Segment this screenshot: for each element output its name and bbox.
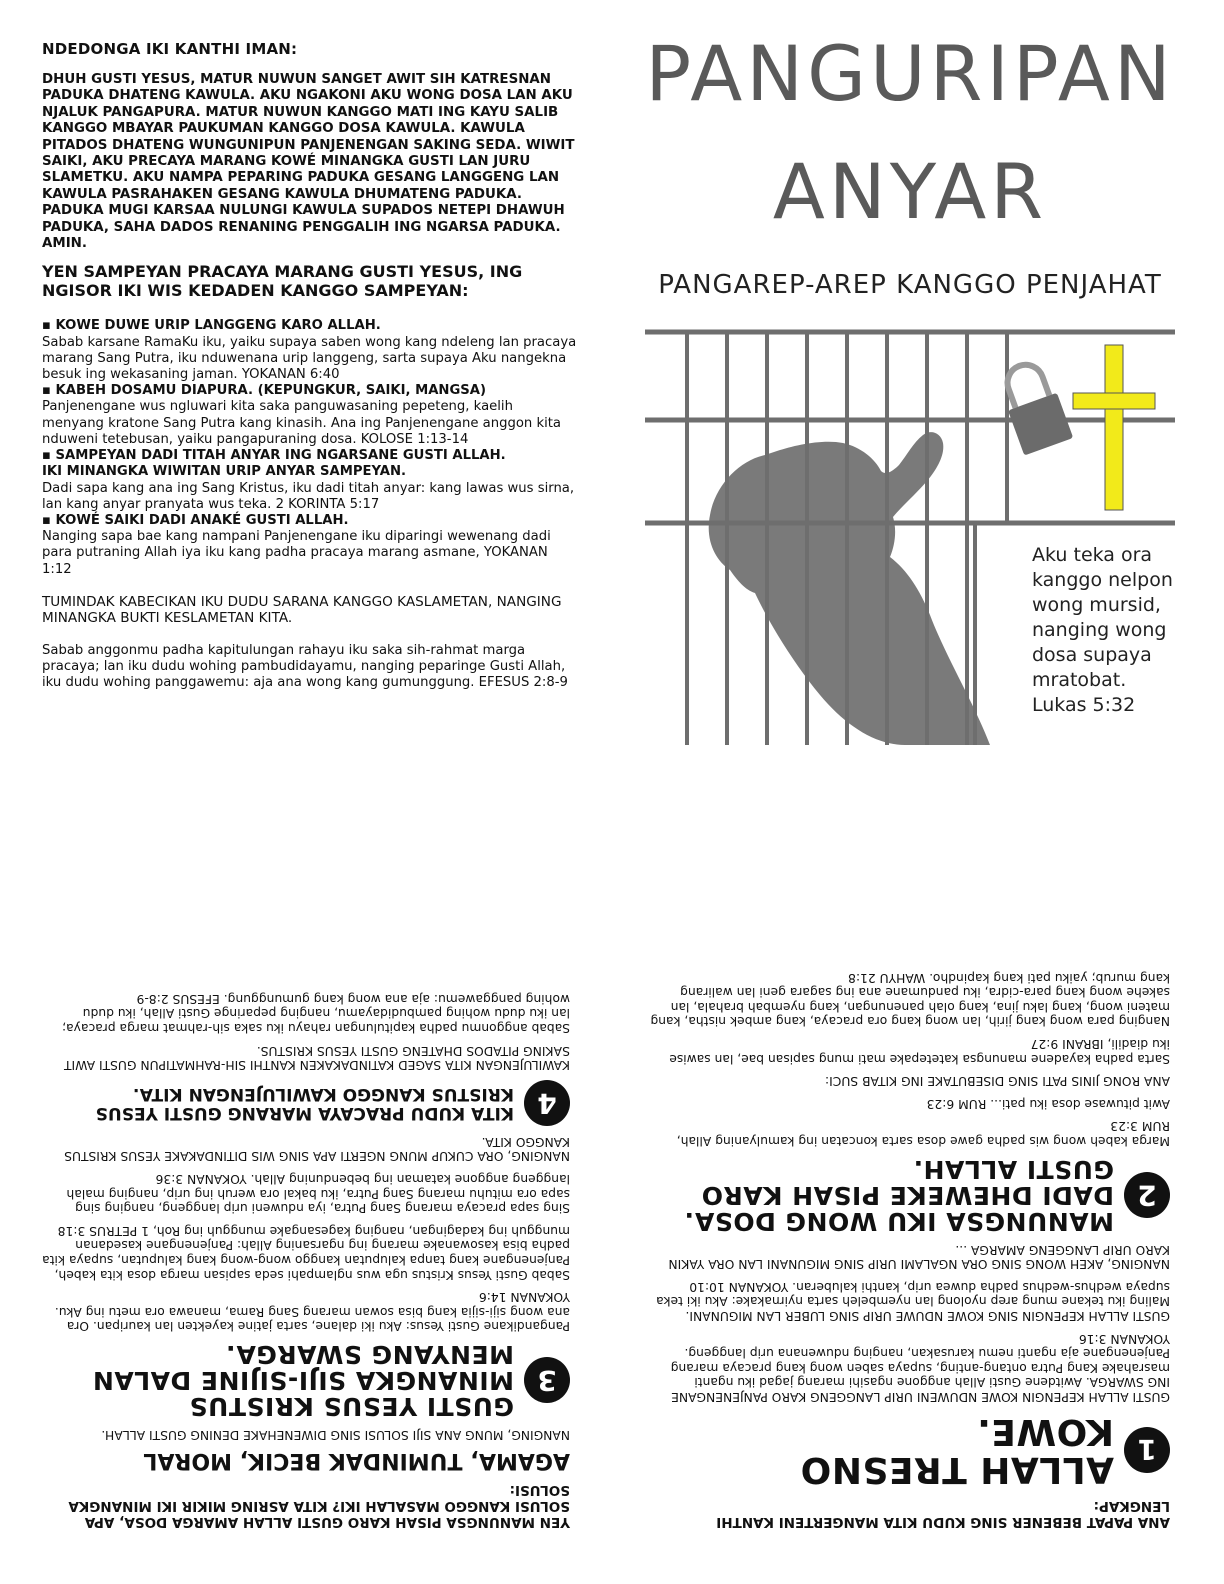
prayer-heading: NDEDONGA IKI KANTHI IMAN:: [42, 40, 298, 58]
section-2-header: [650, 1155, 1170, 1237]
prayer-panel: [42, 40, 578, 691]
section-3-header: [42, 1340, 570, 1422]
section-2-text-2: Awit pituwase dosa iku pati... RUM 6:23: [926, 1096, 1170, 1111]
section-3-text-1: Pangandikane Gusti Yesus: Aku iki dalane, sarta jatine kayekten lan kauripan. Ora ana wong siji-sijia kang bisa sowan marang Sang Rama, manawa ora metu ing Aku. YOKANAN 14:6: [54, 1290, 570, 1334]
section-2-text-3: Sarta padha kayadene manungsa katetepake mati mung sapisan bae, lan sawise iku diadili, IBRANI 9:27: [669, 1037, 1170, 1066]
false-solution-note: NANGING, MUNG ANA SIJI SOLUSI SING DIWENEHAKE DENING GUSTI ALLAH.: [101, 1428, 570, 1442]
section-1-title: ALLAH TRESNO KOWE.: [800, 1411, 1114, 1490]
point-3-subheading: IKI MINANGKA WIWITAN URIP ANYAR SAMPEYAN.: [42, 464, 407, 480]
prisoner-silhouette-icon: [709, 432, 990, 745]
false-solution: AGAMA, TUMINDAK BECIK, MORAL: [143, 1448, 570, 1473]
section-1-note: NANGING, AKEH WONG SING ORA NGALAMI URIP SING MIGUNANI LAN ORA YAKIN KARO URIP LANGGENG AMARGA ...: [668, 1242, 1170, 1272]
point-1-heading: ▪ KOWE DUWE URIP LANGGENG KARO ALLAH.: [42, 318, 381, 334]
section-number-3: 3: [524, 1357, 570, 1403]
section-1-header: [650, 1412, 1170, 1488]
section-4-header: [42, 1080, 570, 1126]
section-number-4: 4: [524, 1080, 570, 1126]
title-line-2: ANYAR: [772, 147, 1048, 236]
point-1-text: Sabab karsane RamaKu iku, yaiku supaya saben wong kang ndeleng lan pracaya marang Sang Putra, iku nduwenana urip langgeng, sarta supaya Aku nangekna besuk ing wekasaning jaman. YOKANAN 6:40: [42, 334, 577, 383]
section-4-title: KITA KUDU PRACAYA MARANG GUSTI YESUS KRISTUS KANGGO KAWILUJENGAN KITA.: [95, 1084, 514, 1124]
truths-panel-1-2: [650, 840, 1170, 1530]
section-2-text-1: Marga kabeh wong wis padha gawe dosa sarta koncatan ing kamulyaning Allah, RUM 3:23: [676, 1119, 1170, 1149]
section-3-text-2: Sabab Gusti Yesus Kristus uga wus nglampahi seda sapisan marga dosa kita kabeh, Panjenengane kang tanpa kaluputan kanggo wong-wong kang kaluputan, supaya kita padha bisa kasowanake marang ing ngarsaning Allah: Panjenengane kasedanan mungguh ing kadagingan, nanging kagesangake mungguh ing Roh, 1 PETRUS 3:18: [42, 1223, 570, 1282]
section-2-caps: ANA RONG JINIS PATI SING DISEBUTAKE ING KITAB SUCI:: [824, 1074, 1170, 1089]
point-2-heading: ▪ KABEH DOSAMU DIAPURA. (KEPUNGKUR, SAIKI, MANGSA): [42, 383, 487, 399]
section-3-title: GUSTI YESUS KRISTUS MINANGKA SIJI-SIJINE DALAN MENYANG SWARGA.: [92, 1340, 514, 1422]
section-1-text-1: GUSTI ALLAH KEPENGIN KOWE NDUWENI URIP LANGGENG KARO PANJENENGANE ING SWARGA. Awitdene Gusti Allah anggone ngasihi marang jagad iku nganti masrahake Kang Putra ontang-anting, supaya saben wong kang pracaya marang Panjenengane aja nganti nemu karusakan, nanging nduwenana urip langgeng. YOKANAN 3:16: [670, 1331, 1170, 1404]
cross-icon: [1073, 345, 1155, 510]
section-4-caps: KAWILUJENGAN KITA SAGED KATINDAKAKEN KANTHI SIH-RAHMATIPUN GUSTI AWIT SAKING PITADOS DHATENG GUSTI YESUS KRISTUS.: [64, 1043, 570, 1073]
section-1-text-2: GUSTI ALLAH KEPENGIN SING KOWE NDUWE URIP SING LUBER LAN MIGUNANI. Maling iku tekane mung arep nyolong lan nyembeleh sarta nyirnakake: Aku iki teka supaya wedhus-wedhus padha duwea urip, kanthi kaluberan. YOKANAN 10:10: [656, 1279, 1170, 1324]
subtitle: PANGAREP-AREP KANGGO PENJAHAT: [658, 270, 1162, 300]
section-2-title: MANUNGSA IKU WONG DOSA. DADI DHEWEKE PISAH KARO GUSTI ALLAH.: [684, 1155, 1114, 1237]
point-3-text: Dadi sapa kang ana ing Sang Kristus, iku dadi titah anyar: kang lawas wus sirna, lan kang anyar pranyata wus teka. 2 KORINTA 5:17: [42, 480, 575, 512]
verse-text: Aku teka ora kanggo nelpon wong mursid, nanging wong dosa supaya mratobat. Lukas 5:32: [1032, 544, 1173, 716]
point-3-heading: ▪ SAMPEYAN DADI TITAH ANYAR ING NGARSANE GUSTI ALLAH.: [42, 448, 506, 464]
works-heading: TUMINDAK KABECIKAN IKU DUDU SARANA KANGGO KASLAMETAN, NANGING MINANGKA BUKTI KESLAMETAN KITA.: [42, 593, 562, 627]
section-3-note: NANGING, ORA CUKUP MUNG NGERTI APA SING WIS DITINDAKAKE YESUS KRISTUS KANGGO KITA.: [64, 1134, 570, 1164]
believe-heading: YEN SAMPEYAN PRACAYA MARANG GUSTI YESUS, ING NGISOR IKI WIS KEDADEN KANGGO SAMPEYAN:: [42, 262, 523, 301]
believe-points: [42, 318, 578, 691]
point-4-heading: ▪ KOWÉ SAIKI DADI ANAKÉ GUSTI ALLAH.: [42, 512, 349, 528]
section-number-1: 1: [1124, 1427, 1170, 1473]
solution-intro: YEN MANUNGSA PISAH KARO GUSTI ALLAH AMARGA DOSA, APA SOLUSI KANGGO MASALAH IKI? KITA ASRING MIKIR IKI MINANGKA SOLUSI:: [68, 1482, 570, 1530]
section-number-2: 2: [1124, 1172, 1170, 1218]
truths-panel-3-4: [42, 840, 570, 1530]
works-text: Sabab anggonmu padha kapitulungan rahayu iku saka sih-rahmat marga pracaya; lan iku dudu wohing pambudidayamu, nanging peparinge Gusti Allah, iku dudu wohing panggawemu: aja ana wong kang gumunggung. EFESUS 2:8-9: [42, 642, 568, 690]
prayer-text: DHUH GUSTI YESUS, MATUR NUWUN SANGET AWIT SIH KATRESNAN PADUKA DHATENG KAWULA. AKU NGAKONI AKU WONG DOSA LAN AKU NJALUK PANGAPURA. MATUR NUWUN KANGGO MATI ING KAYU SALIB KANGGO MBAYAR PAUKUMAN KANGGO DOSA KAWULA. KAWULA PITADOS DHATENG WUNGUNIPUN PANJENENGAN SAKING SEDA. WIWIT SAIKI, AKU PRECAYA MARANG KOWÉ MINANGKA GUSTI LAN JURU SLAMETKU. AKU NAMPA PEPARING PADUKA GESANG LANGGENG LAN KAWULA PASRAHAKEN GESANG KAWULA DHUMATENG PADUKA. PADUKA MUGI KARSAA NULUNGI KAWULA SUPADOS NETEPI DHAWUH PADUKA, SAHA DADOS RENANING PENGGALIH ING NGARSA PADUKA. AMIN.: [42, 72, 575, 252]
section-4-text: Sabab anggonmu padha kapitulungan rahayu iku saka sih-rahmat marga pracaya; lan iku dudu wohing pambudidayamu, nanging peparinge Gusti Allah, iku dudu wohing panggawemu: aja ana wong kang gumunggung. EFESUS 2:8-9: [61, 991, 570, 1036]
title-line-1: PANGURIPAN: [645, 29, 1175, 118]
section-3-text-3: Sing sapa pracaya marang Sang Putra, iya nduweni urip langgeng, nanging sing sapa ora mituhu marang Sang Putra, iku bakal ora weruh ing urip, nanging malah langgeng anggone kataman ing bebenduning Allah. YOKANAN 3:36: [66, 1172, 570, 1216]
point-2-text: Panjenengane wus ngluwari kita saka panguwasaning pepeteng, kaelih menyang kratone Sang Putra kang kinasih. Ana ing Panjenengane anggon kita nduweni tetebusan, yaiku pangapuraning dosa. KOLOSE 1:13-14: [42, 399, 562, 447]
point-4-text: Nanging sapa bae kang nampani Panjenengane iku diparingi wewenang dadi para putraning Allah iya iku kang padha pracaya marang asmane, YOKANAN 1:12: [42, 529, 551, 577]
section-2-text-4: Nanging para wong kang jirih, lan wong kang ora pracaya, kang ambek nistha, kang mateni wong, kang laku jina, kang olah panenungan, kang nyembah brahala, lan sakehe wong kang para-cidra, iku pandumane ana ing sagara geni lan walirang kang murub; yaiku pati kang kapindho. WAHYU 21:8: [650, 970, 1170, 1029]
four-truths-intro: ANA PAPAT BEBENER SING KUDU KITA MANGERTENI KANTHI LENGKAP:: [716, 1498, 1170, 1530]
